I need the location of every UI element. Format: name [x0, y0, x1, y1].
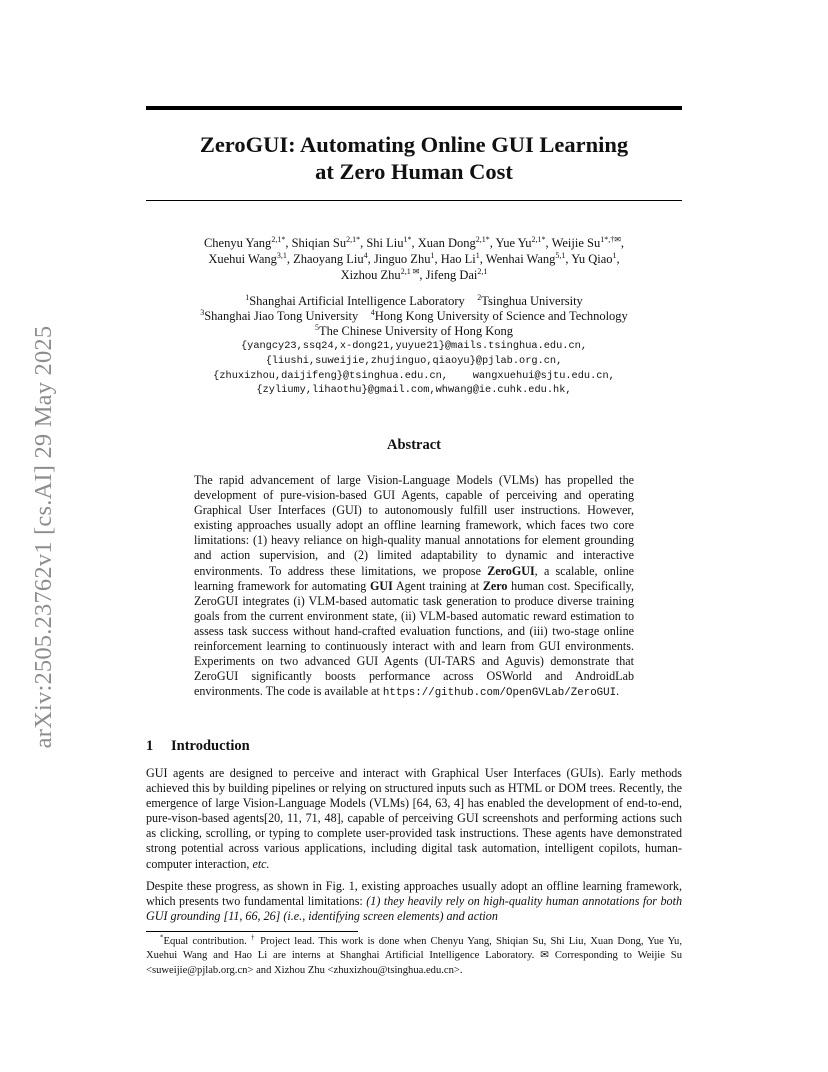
- arxiv-identifier: arXiv:2505.23762v1 [cs.AI] 29 May 2025: [30, 325, 57, 749]
- author-line-2: [150, 251, 678, 267]
- author-list: [150, 235, 678, 283]
- affiliation-line-3: $^5$The Chinese University of Hong Kong: [314, 322, 514, 338]
- title-top-rule: [146, 106, 682, 110]
- author: Wenhai Wang$^{5,1}$,: [485, 250, 572, 266]
- envelope-icon: ✉: [540, 950, 549, 962]
- email-line: {zyliumy,lihaothu}@gmail.com,whwang@ie.cuhk.edu.hk,: [256, 384, 572, 397]
- title-line-2: at Zero Human Cost: [315, 159, 513, 184]
- footnote: *Equal contribution. † Project lead. This work is done when Chenyu Yang, Shiqian Su, Shi Liu, Xuan Dong, Yue Yu, Xuehui Wang and Hao Li are interns at Shanghai Artificial Intelligence Laboratory. ✉ Corresponding to Weijie Su <suweijie@pjlab.org.cn> and Xizhou Zhu <zhuxizhou@tsinghua.edu.cn>.: [146, 933, 682, 976]
- author-line-1: [150, 235, 678, 251]
- author: Weijie $Su^{1*,\dagger✉}$,: [551, 234, 625, 250]
- author: Shiqian $Su^{2,1*}$,: [291, 234, 367, 250]
- author: Jinguo Zhu$^1$,: [373, 250, 441, 266]
- author: Shi Liu$^{1*}$,: [366, 234, 418, 250]
- author-line-3: [150, 267, 678, 283]
- author: Zhaoyang Liu$^4$,: [293, 250, 374, 266]
- title-bottom-rule: [146, 200, 682, 201]
- footnote-rule: [146, 931, 358, 932]
- author: Jifeng Dai$^{2,1}$: [425, 266, 488, 282]
- author: Xizhou Zhu$^{2,1 ✉}$,: [340, 266, 426, 282]
- affiliation-line-2: $^3$Shanghai Jiao Tong University $^4$Hong Kong University of Science and Technology: [200, 307, 628, 323]
- affiliation-hkust: Hong Kong University of Science and Technology: [374, 309, 628, 323]
- intro-paragraph-2: Despite these progress, as shown in Fig. 1, existing approaches usually adopt an offline learning framework, which presents two fundamental limitations: (1) they heavily rely on high-quality human annotations for both GUI grounding [11, 66, 26] (i.e., identifying screen elements) and action: [146, 879, 682, 924]
- affiliation-cuhk: The Chinese University of Hong Kong: [318, 324, 514, 338]
- author: Hao Li$^1$,: [440, 250, 486, 266]
- affiliation-shlab: Shanghai Artificial Intelligence Laboratory: [249, 294, 465, 308]
- email-list: [150, 339, 678, 398]
- email-line: {zhuxizhou,daijifeng}@tsinghua.edu.cn, wangxuehui@sjtu.edu.cn,: [213, 369, 615, 382]
- affiliation-line-1: $^1$Shanghai Artificial Intelligence Laboratory $^2$Tsinghua University: [245, 292, 583, 308]
- code-link[interactable]: https://github.com/OpenGVLab/ZeroGUI: [382, 687, 617, 700]
- section-number: 1: [146, 738, 154, 754]
- affiliations: [150, 294, 678, 339]
- affiliation-tsinghua: Tsinghua University: [481, 294, 583, 308]
- paper-title: [146, 131, 682, 185]
- email-line: {yangcy23,ssq24,x-dong21,yuyue21}@mails.tsinghua.edu.cn,: [240, 340, 588, 352]
- intro-paragraph-1: GUI agents are designed to perceive and interact with Graphical User Interfaces (GUIs). Early methods achieved this by building pipelines or relying on structured inputs such as HTML or DOM trees. Recently, the emergence of large Vision-Language Models (VLMs) [64, 63, 4] has enabled the development of end-to-end, pure-vison-based agents[20, 11, 71, 48], capable of perceiving GUI screenshots and performing actions such as clicking, scrolling, or typing to complete user-provided task instructions. These agents have demonstrated strong potential across various applications, including digital task automation, intelligent copilots, human-computer interaction, etc.: [146, 766, 682, 871]
- author: Chenyu Yang$^{2,1*}$,: [203, 234, 292, 250]
- section-title: Introduction: [171, 738, 250, 754]
- title-line-1: ZeroGUI: Automating Online GUI Learning: [199, 132, 629, 157]
- author: Yue $Yu^{2,1*}$,: [495, 234, 552, 250]
- abstract-heading: Abstract: [387, 437, 441, 453]
- abstract-body: The rapid advancement of large Vision-Language Models (VLMs) has propelled the development of pure-vision-based GUI Agents, capable of perceiving and operating Graphical User Interfaces (GUI) to autonomously fulfill user instructions. However, existing approaches usually adopt an offline learning framework, which faces two core limitations: (1) heavy reliance on high-quality manual annotations for element grounding and action supervision, and (2) limited adaptability to dynamic and interactive environments. To address these limitations, we propose ZeroGUI, a scalable, online learning framework for automating GUI Agent training at Zero human cost. Specifically, ZeroGUI integrates (i) VLM-based automatic task generation to produce diverse training goals from the current environment state, (ii) VLM-based automatic reward estimation to assess task success without hand-crafted evaluation functions, and (iii) two-stage online reinforcement learning to continuously interact with and learn from GUI environments. Experiments on two advanced GUI Agents (UI-TARS and Aguvis) demonstrate that ZeroGUI significantly boosts performance across OSWorld and AndroidLab environments. The code is available at https://github.com/OpenGVLab/ZeroGUI.: [194, 473, 634, 700]
- author: Xuehui Wang$^{3,1}$,: [208, 250, 294, 266]
- author: Xuan Dong$^{2,1*}$,: [417, 234, 496, 250]
- email-line: {liushi,suweijie,zhujinguo,qiaoyu}@pjlab.org.cn,: [265, 354, 563, 367]
- author: Yu Qiao$^1$,: [571, 250, 620, 266]
- section-heading-introduction: [146, 738, 250, 755]
- affiliation-sjtu: Shanghai Jiao Tong University: [204, 309, 359, 323]
